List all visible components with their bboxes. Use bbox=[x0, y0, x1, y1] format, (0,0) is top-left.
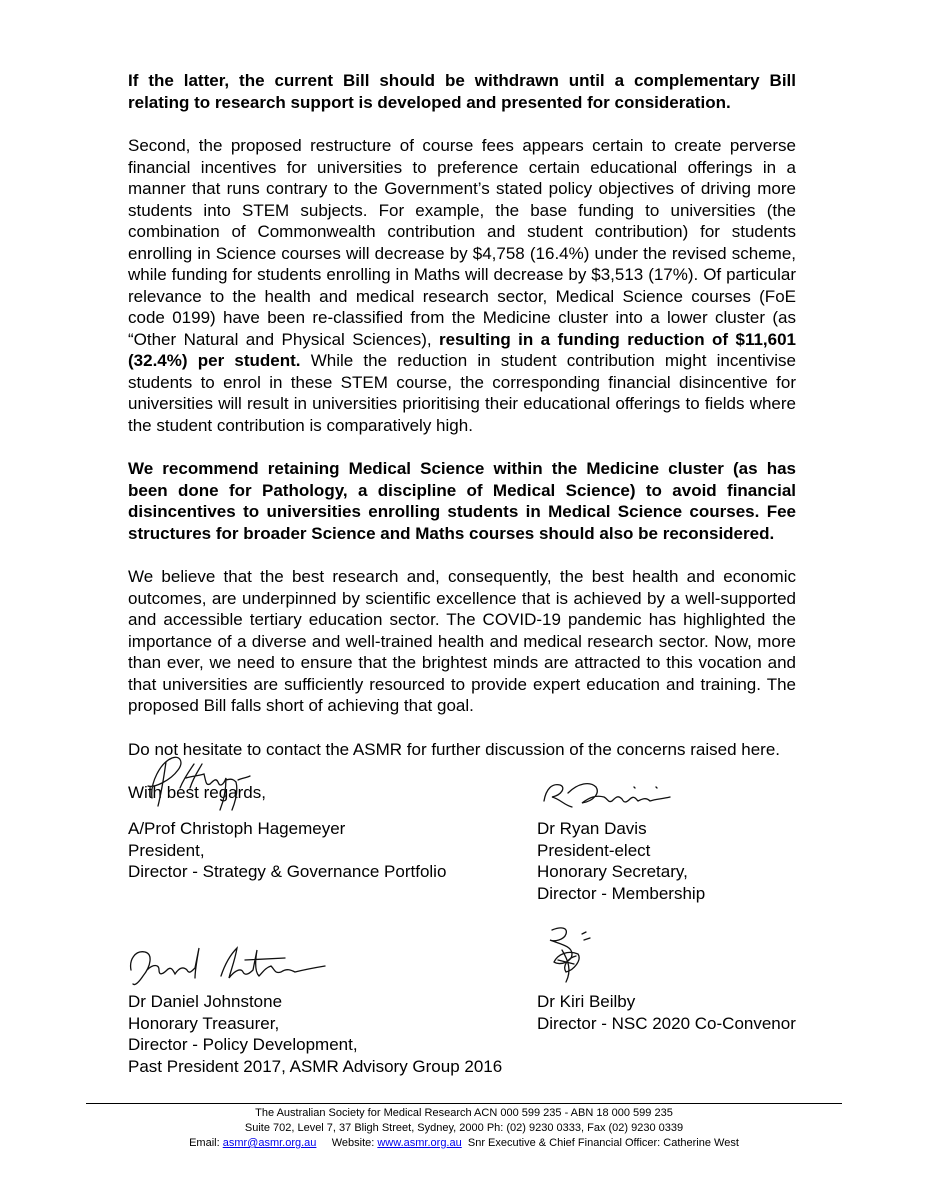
signature-hagemeyer bbox=[140, 748, 280, 816]
letter-body bbox=[128, 70, 796, 804]
email-link[interactable]: asmr@asmr.org.au bbox=[222, 1137, 317, 1149]
signatory-name: Dr Daniel Johnstone bbox=[128, 992, 283, 1011]
signatory-title: Honorary Secretary, bbox=[537, 862, 688, 881]
signatory-johnstone bbox=[128, 991, 502, 1077]
contact-paragraph: Do not hesitate to contact the ASMR for further discussion of the concerns raised here. bbox=[128, 739, 781, 759]
footer-contact-line bbox=[86, 1136, 842, 1151]
signatory-title: President, bbox=[128, 840, 205, 860]
bill-withdrawal-paragraph: If the latter, the current Bill should be withdrawn until a complementary Bill relating to research support is developed and presented for consideration. bbox=[128, 71, 796, 112]
footer bbox=[86, 1106, 842, 1151]
footer-divider bbox=[86, 1103, 842, 1104]
closing-salutation: With best regards, bbox=[128, 783, 266, 802]
signatory-title: Director - Membership bbox=[537, 883, 706, 903]
website-link[interactable]: www.asmr.org.au bbox=[377, 1137, 462, 1149]
signatory-beilby bbox=[537, 991, 796, 1034]
signatory-title: Director - NSC 2020 Co-Convenor bbox=[537, 1013, 796, 1033]
footer-address-line: Suite 702, Level 7, 37 Bligh Street, Sydney, 2000 Ph: (02) 9230 0333, Fax (02) 9230 0339 bbox=[244, 1122, 684, 1134]
signatory-hagemeyer bbox=[128, 818, 446, 883]
footer-website-label: Website: bbox=[331, 1137, 378, 1149]
signatory-title: Director - Strategy & Governance Portfolio bbox=[128, 862, 447, 881]
signatory-name: A/Prof Christoph Hagemeyer bbox=[128, 819, 346, 838]
signatory-name: Dr Kiri Beilby bbox=[537, 992, 636, 1011]
course-fees-paragraph bbox=[128, 135, 796, 436]
course-fees-text-b: While the reduction in student contribution might incentivise students to enrol in these STEM course, the corresponding financial disincentive for universities will result in universities prioritising their educational offerings to fields where the student contribution is comparatively high. bbox=[128, 351, 796, 435]
recommendation-paragraph: We recommend retaining Medical Science within the Medicine cluster (as has been done for Pathology, a discipline of Medical Science) to avoid financial disincentives to universities enrolling students in Medical Science courses. Fee structures for broader Science and Maths courses should also be reconsidered. bbox=[128, 459, 796, 543]
signature-beilby bbox=[538, 920, 608, 990]
footer-email-label: Email: bbox=[189, 1137, 223, 1149]
signature-davis bbox=[538, 775, 688, 815]
signatory-title: Honorary Treasurer, bbox=[128, 1013, 280, 1033]
signatory-title: Director - Policy Development, bbox=[128, 1035, 358, 1054]
funding-reduction-highlight: resulting in a funding reduction of $11,601 (32.4%) per student. bbox=[128, 329, 797, 370]
signatory-title: President-elect bbox=[537, 840, 651, 860]
course-fees-text-a: Second, the proposed restructure of course fees appears certain to create perverse financial incentives for universities to preference certain educational offerings in a manner that runs contrary to the Government’s stated policy objectives of driving more students into STEM subjects. For example, the base funding to universities (the combination of Commonwealth contribution and student contribution) for students enrolling in Science courses will decrease by $4,758 (16.4%) under the revised scheme, while funding for students enrolling in Maths will decrease by $3,513 (17%). Of particular relevance to the health and medical research sector, Medical Science courses (FoE code 0199) have been re-classified from the Medicine cluster into a lower cluster (as “Other Natural and Physical Sciences), bbox=[128, 136, 796, 349]
conclusion-paragraph: We believe that the best research and, consequently, the best health and economic outcomes, are underpinned by scientific excellence that is achieved by a well-supported and accessible tertiary education sector. The COVID-19 pandemic has highlighted the importance of a diverse and well-trained health and medical research sector. Now, more than ever, we need to ensure that the brightest minds are attracted to this vocation and that universities are sufficiently resourced to provide expert education and training. The proposed Bill falls short of achieving that goal. bbox=[128, 567, 796, 715]
footer-org-line: The Australian Society for Medical Research ACN 000 599 235 - ABN 18 000 599 235 bbox=[255, 1107, 673, 1119]
signature-johnstone bbox=[125, 940, 335, 990]
signatory-name: Dr Ryan Davis bbox=[537, 819, 647, 838]
footer-officer: Snr Executive & Chief Financial Officer: Catherine West bbox=[467, 1137, 739, 1149]
signatory-davis bbox=[537, 818, 705, 904]
signatory-title: Past President 2017, ASMR Advisory Group 2016 bbox=[128, 1056, 503, 1076]
